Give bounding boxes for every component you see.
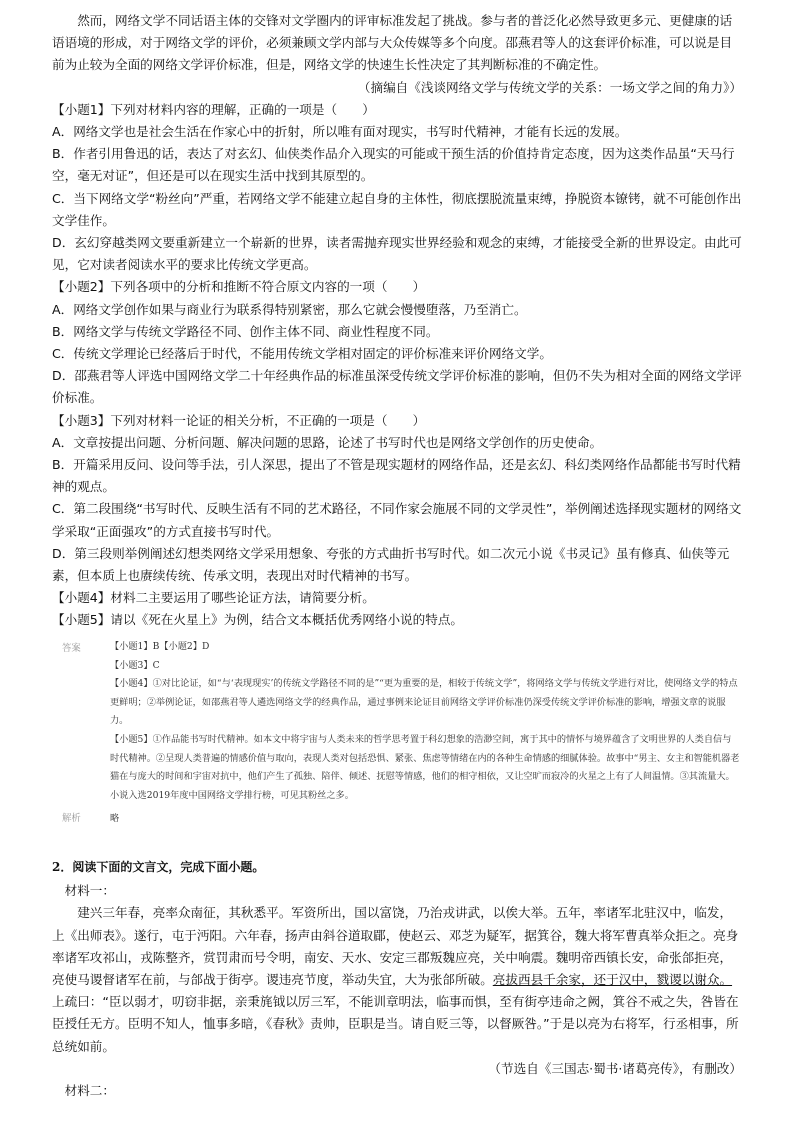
question-2-option-a: A．网络文学创作如果与商业行为联系得特别紧密，那么它就会慢慢堕落，乃至消亡。: [52, 301, 527, 317]
source-citation: （摘编自《浅谈网络文学与传统文学的关系：一场文学之间的角力》）: [357, 79, 742, 95]
question-2-option-c: C．传统文学理论已经落后于时代，不能用传统文学相对固定的评价标准来评价网络文学。: [52, 346, 552, 362]
answer-label: 答案: [62, 643, 81, 654]
classical-text-underlined: 亮拔西县千余家，还于汉中，戮谡以谢众。: [492, 972, 733, 988]
section-2-source: （节选自《三国志·蜀书·诸葛亮传》，有删改）: [488, 1060, 742, 1076]
material-1-label: 材料一：: [64, 883, 115, 899]
analysis-label: 解析: [62, 813, 81, 824]
section-2-heading: 2．阅读下面的文言文，完成下面小题。: [52, 860, 265, 874]
question-1-option-d: D．玄幻穿越类网文要重新建立一个崭新的世界，读者需抛弃现实世界经验和观念的束缚，才能接受全新的世界设定。由此可见，它对读者阅读水平的要求比传统文学更高。: [52, 235, 742, 273]
answer-line-1: 【小题1】B【小题2】D: [110, 641, 210, 652]
question-5-stem: 【小题5】请以《死在火星上》为例，结合文本概括优秀网络小说的特点。: [52, 612, 464, 628]
reading-section-1: [52, 10, 742, 632]
question-3-option-d: D．第三段则举例阐述幻想类网络文学采用想象、夸张的方式曲折书写时代。如二次元小说《书灵记》虽有修真、仙侠等元素，但本质上也赓续传统、传承文明，表现出对时代精神的书写。: [52, 545, 730, 584]
classical-text-part-b: 上疏曰：“臣以弱才，叨窃非据，亲秉旄钺以厉三军，不能训章明法，临事而惧，至有街亭违命之阙，箕谷不戒之失，咎皆在臣授任无方。臣明不知人，恤事多暗，《春秋》责帅，臣职是当。请自贬三等，以督厥咎。”于是以亮为右将军，行丞相事，所总统如前。: [52, 994, 739, 1054]
classical-text-part-a: 建兴三年春，亮率众南征，其秋悉平。军资所出，国以富饶，乃治戎讲武，以俟大举。五年，率诸军北驻汉中，临发，上《出师表》。遂行，屯于沔阳。六年春，扬声由斜谷道取郿，使赵云、邓芝为疑军，据箕谷，魏大将军曹真举众拒之。亮身率诸军攻祁山，戎陈整齐，赏罚肃而号令明，南安、天水、安定三郡叛魏应亮，关中响震。魏明帝西镇长安，命张郃拒亮，亮使马谡督诸军在前，与郃战于街亭。谡违亮节度，举动失宜，大为张郃所破。: [52, 905, 739, 988]
analysis-text: 略: [110, 813, 120, 824]
intro-paragraph: 然而，网络文学不同话语主体的交锋对文学圈内的评审标准发起了挑战。参与者的普泛化必然导致更多元、更健康的话语语境的形成，对于网络文学的评价，必须兼顾文学内部与大众传媒等多个向度。邵燕君等人的这套评价标准，可以说是目前为止较为全面的网络文学评价标准，但是，网络文学的快速生长性决定了其判断标准的不确定性。: [52, 13, 733, 73]
question-3-option-b: B．开篇采用反问、设问等手法，引人深思，提出了不管是现实题材的网络作品，还是玄幻、科幻类网络作品都能书写时代精神的观点。: [52, 457, 741, 495]
question-4-stem: 【小题4】材料二主要运用了哪些论证方法，请简要分析。: [52, 590, 375, 606]
question-1-stem: 【小题1】下列对材料内容的理解，正确的一项是（ ）: [52, 101, 375, 117]
classical-text-paragraph: [52, 902, 742, 1057]
question-1-option-a: A．网络文学也是社会生活在作家心中的折射，所以唯有面对现实，书写时代精神，才能有长远的发展。: [52, 124, 628, 140]
question-2-option-d: D．邵燕君等人评选中国网络文学二十年经典作品的标准虽深受传统文学评价标准的影响，但仍不失为相对全面的网络文学评价标准。: [52, 368, 742, 406]
question-2-option-b: B．网络文学与传统文学路径不同、创作主体不同、商业性程度不同。: [52, 323, 439, 339]
answer-line-2: 【小题3】C: [110, 659, 160, 671]
question-1-option-b: B．作者引用鲁迅的话，表达了对玄幻、仙侠类作品介入现实的可能或干预生活的价值持肯定态度，因为这类作品虽“天马行空，毫无对证”，但还是可以在现实生活中找到其原型的。: [52, 146, 735, 184]
answer-line-4: 【小题5】①作品能书写时代精神。如本文中将宇宙与人类未来的哲学思考置于科幻想象的浩渺空间，寓于其中的情怀与境界蕴含了文明世界的人类自信与时代精神。②呈现人类普遍的情感价值与取向，表现人类对包括恐惧、紧张、焦虑等情绪在内的各种生命情感的细腻体验。故事中“男主、女主和智能机器老猫在与庞大的时间和宇宙对抗中，他们产生了孤独、陪伴、倾述、抚慰等情感，他们的相守相依，又让空旷而寂冷的火星之上有了人间温情。③其流量大。小说入选2019年度中国网络文学排行榜，可见其粉丝之多。: [110, 733, 740, 801]
answer-line-3: 【小题4】①对比论证，如“与‘表现现实’的传统文学路径不同的是”“更为重要的是，相较于传统文学”，将网络文学与传统文学进行对比，使网络文学的特点更鲜明；②举例论证，如邵燕君等人遴选网络文学的经典作品，通过事例来论证目前网络文学评价标准仍深受传统文学评价标准的影响，增强文章的说服力。: [110, 678, 738, 727]
question-3-option-a: A．文章按提出问题、分析问题、解决问题的思路，论述了书写时代也是网络文学创作的历史使命。: [52, 434, 603, 450]
material-2-label: 材料二：: [64, 1083, 115, 1099]
question-3-option-c: C．第二段围绕“书写时代、反映生活有不同的艺术路径，不同作家会施展不同的文学灵性”，举例阐述选择现实题材的网络文学采取“正面强攻”的方式直接书写时代。: [52, 501, 742, 539]
reading-section-2: [52, 856, 742, 1102]
question-2-stem: 【小题2】下列各项中的分析和推断不符合原文内容的一项（ ）: [52, 279, 426, 295]
question-3-stem: 【小题3】下列对材料一论证的相关分析，不正确的一项是（ ）: [52, 412, 426, 428]
answer-body: [110, 638, 740, 805]
question-1-option-c: C．当下网络文学“粉丝向”严重，若网络文学不能建立起自身的主体性，彻底摆脱流量束缚，挣脱资本镣铐，就不可能创作出文学佳作。: [52, 190, 742, 228]
